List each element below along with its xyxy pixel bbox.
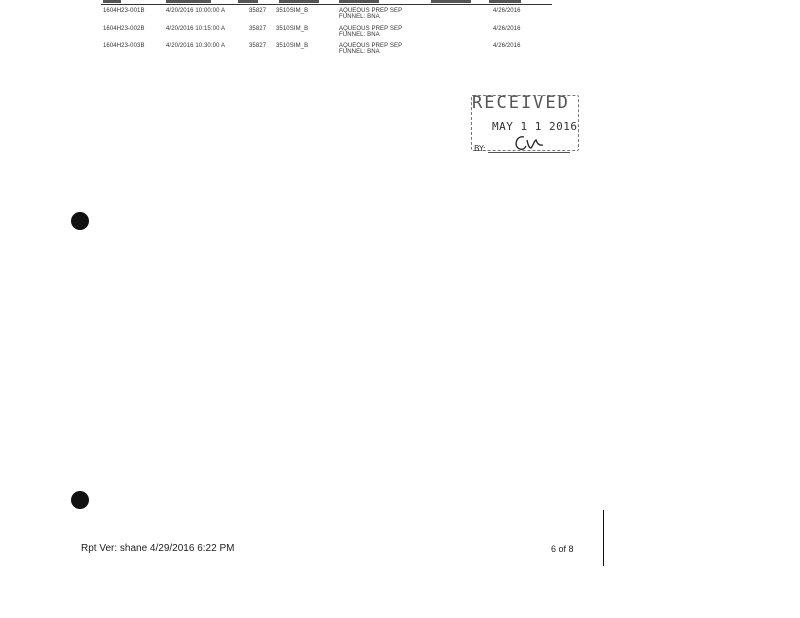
prep-method: 3510SIM_B xyxy=(276,43,309,49)
table-header-rule xyxy=(101,4,552,5)
batch-id: 35827 xyxy=(249,8,267,14)
received-stamp xyxy=(470,95,580,157)
stamp-title: RECEIVED xyxy=(472,93,570,113)
prep-method: 3510SIM_B xyxy=(276,8,309,14)
analysis-date: 4/26/2016 xyxy=(493,26,521,32)
collection-date: 4/20/2016 10:15:00 A xyxy=(166,26,226,32)
batch-id: 35827 xyxy=(249,43,267,49)
header-fragment xyxy=(279,0,319,3)
header-fragment xyxy=(489,0,521,3)
collection-date: 4/20/2016 10:30:00 A xyxy=(166,43,226,49)
header-fragment xyxy=(166,0,211,3)
analysis-date: 4/26/2016 xyxy=(493,43,521,49)
stamp-date: MAY 1 1 2016 xyxy=(492,120,578,133)
prep-description: AQUEOUS PREP SEP FUNNEL: BNA xyxy=(339,26,403,38)
prep-description: AQUEOUS PREP SEP FUNNEL: BNA xyxy=(339,43,403,55)
binder-hole xyxy=(71,212,89,230)
margin-line xyxy=(603,510,604,566)
prep-method: 3510SIM_B xyxy=(276,26,309,32)
report-version: Rpt Ver: shane 4/29/2016 6:22 PM xyxy=(81,543,235,554)
sample-id: 1604H23-002B xyxy=(103,26,145,32)
page-number: 6 of 8 xyxy=(551,544,574,554)
batch-id: 35827 xyxy=(249,26,267,32)
header-fragment xyxy=(238,0,258,3)
header-fragment xyxy=(339,0,379,3)
stamp-by-label: BY: xyxy=(474,144,486,153)
handwritten-initials xyxy=(510,131,550,155)
analysis-date: 4/26/2016 xyxy=(493,8,521,14)
sample-id: 1604H23-003B xyxy=(103,43,145,49)
binder-hole xyxy=(71,491,89,509)
prep-description: AQUEOUS PREP SEP FUNNEL: BNA xyxy=(339,8,403,20)
collection-date: 4/20/2016 10:00:00 A xyxy=(166,8,226,14)
header-fragment xyxy=(431,0,471,3)
sample-id: 1604H23-001B xyxy=(103,8,145,14)
header-fragment xyxy=(103,0,121,3)
